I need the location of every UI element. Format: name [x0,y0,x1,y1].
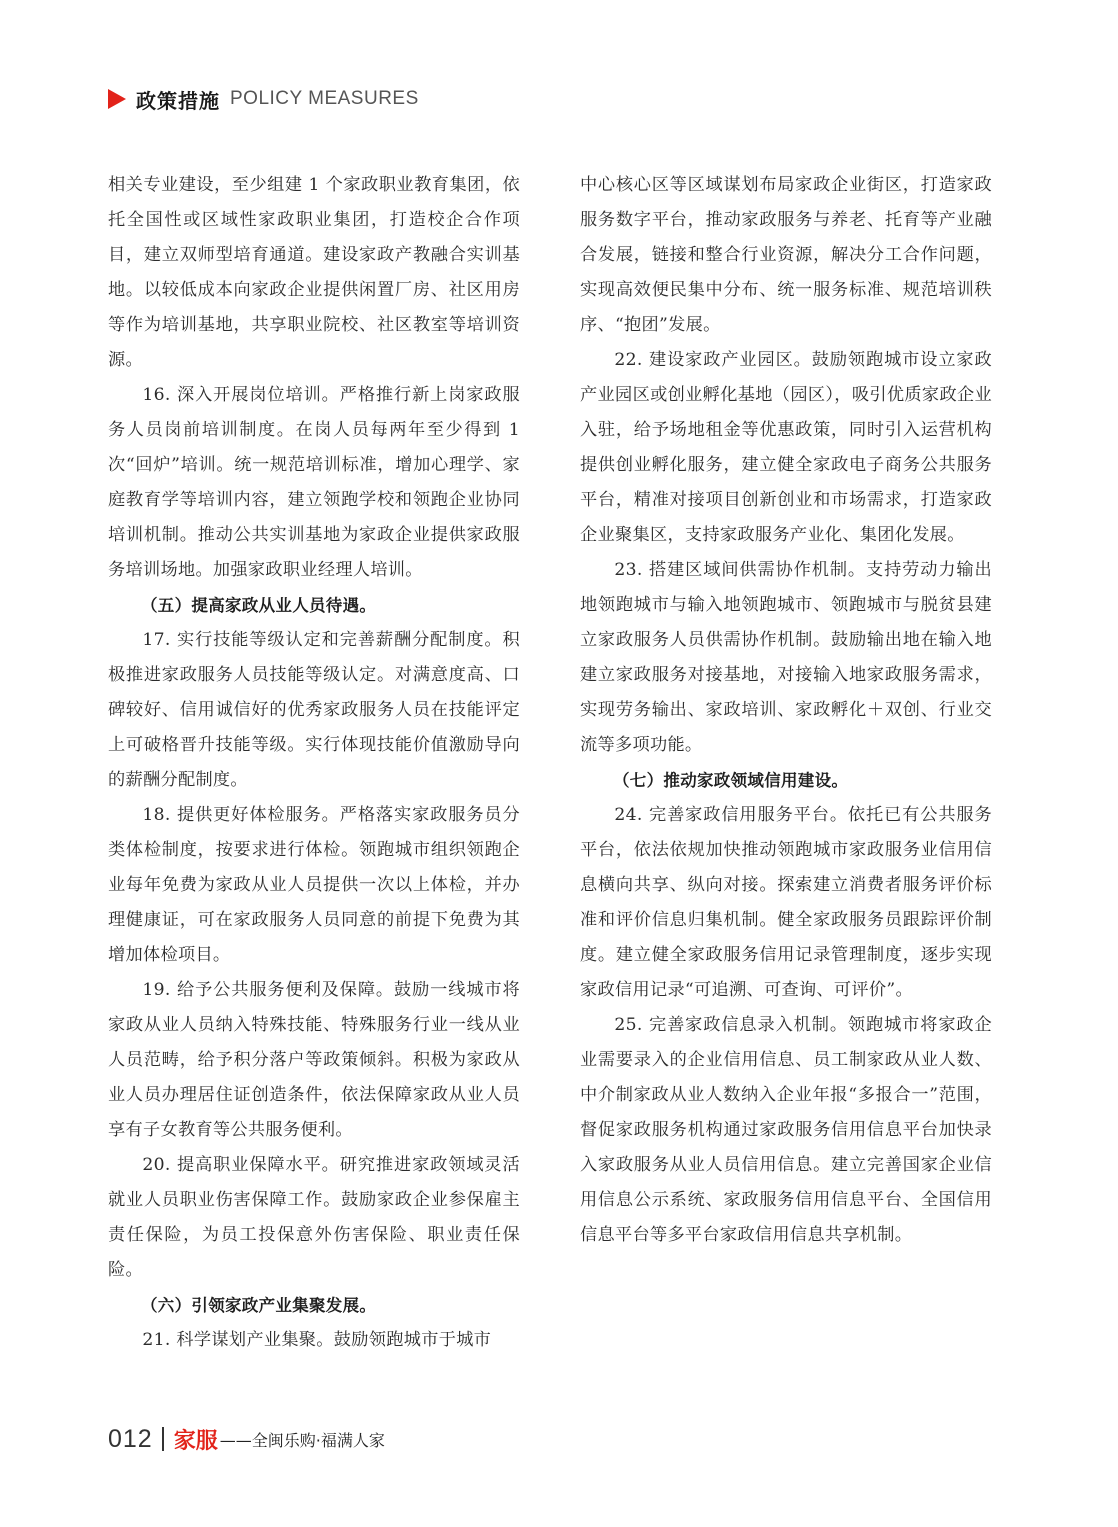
body-paragraph: 20. 提高职业保障水平。研究推进家政领域灵活就业人员职业伤害保障工作。鼓励家政企业参保雇主责任保险，为员工投保意外伤害保险、职业责任保险。 [108,1155,520,1280]
body-paragraph: 23. 搭建区域间供需协作机制。支持劳动力输出地领跑城市与输入地领跑城市、领跑城市与脱贫县建立家政服务人员供需协作机制。鼓励输出地在输入地建立家政服务对接基地，对接输入地家政服务需求，实现劳务输出、家政培训、家政孵化＋双创、行业交流等多项功能。 [580,560,992,755]
magazine-brand: 家服 [173,1428,218,1454]
body-paragraph: 中心核心区等区域谋划布局家政企业街区，打造家政服务数字平台，推动家政服务与养老、托育等产业融合发展，链接和整合行业资源，解决分工合作问题，实现高效便民集中分布、统一服务标准、规范培训秩序、“抱团”发展。 [580,175,992,335]
left-text-column [108,168,520,1358]
body-paragraph: 18. 提供更好体检服务。严格落实家政服务员分类体检制度，按要求进行体检。领跑城市组织领跑企业每年免费为家政从业人员提供一次以上体检，并办理健康证，可在家政服务人员同意的前提下免费为其增加体检项目。 [108,805,520,965]
section-heading: （六）引领家政产业集聚发展。 [141,1296,377,1315]
section-header [108,84,419,114]
body-paragraph: 19. 给予公共服务便利及保障。鼓励一线城市将家政从业人员纳入特殊技能、特殊服务行业一线从业人员范畴，给予积分落户等政策倾斜。积极为家政从业人员办理居住证创造条件，依法保障家政从业人员享有子女教育等公共服务便利。 [108,980,520,1140]
footer-divider [162,1427,164,1451]
body-paragraph: 16. 深入开展岗位培训。严格推行新上岗家政服务人员岗前培训制度。在岗人员每两年至少得到 1 次“回炉”培训。统一规范培训标准，增加心理学、家庭教育学等培训内容，建立领跑学校和领跑企业协同培训机制。推动公共实训基地为家政企业提供家政服务培训场地。加强家政职业经理人培训。 [108,385,520,580]
body-paragraph: 22. 建设家政产业园区。鼓励领跑城市设立家政产业园区或创业孵化基地（园区），吸引优质家政企业入驻，给予场地租金等优惠政策，同时引入运营机构提供创业孵化服务，建立健全家政电子商务公共服务平台，精准对接项目创新创业和市场需求，打造家政企业聚集区，支持家政服务产业化、集团化发展。 [580,350,992,545]
play-triangle-icon [108,89,126,109]
body-paragraph: 相关专业建设，至少组建 1 个家政职业教育集团，依托全国性或区域性家政职业集团，打造校企合作项目，建立双师型培育通道。建设家政产教融合实训基地。以较低成本向家政企业提供闲置厂房、社区用房等作为培训基地，共享职业院校、社区教室等培训资源。 [108,175,520,370]
body-paragraph: 21. 科学谋划产业集聚。鼓励领跑城市于城市 [142,1330,492,1350]
page-number: 012 [108,1424,153,1453]
body-paragraph: 17. 实行技能等级认定和完善薪酬分配制度。积极推进家政服务人员技能等级认定。对满意度高、口碑较好、信用诚信好的优秀家政服务人员在技能评定上可破格晋升技能等级。实行体现技能价值激励导向的薪酬分配制度。 [108,630,520,790]
magazine-slogan: ——全闽乐购·福满人家 [219,1430,385,1450]
body-paragraph: 25. 完善家政信息录入机制。领跑城市将家政企业需要录入的企业信用信息、员工制家政从业人数、中介制家政从业人数纳入企业年报“多报合一”范围，督促家政服务机构通过家政服务信用信息平台加快录入家政服务从业人员信用信息。建立完善国家企业信用信息公示系统、家政服务信用信息平台、全国信用信息平台等多平台家政信用信息共享机制。 [580,1015,992,1245]
body-paragraph: 24. 完善家政信用服务平台。依托已有公共服务平台，依法依规加快推动领跑城市家政服务业信用信息横向共享、纵向对接。探索建立消费者服务评价标准和评价信息归集机制。健全家政服务员跟踪评价制度。建立健全家政服务信用记录管理制度，逐步实现家政信用记录“可追溯、可查询、可评价”。 [580,805,992,1000]
right-text-column [580,168,992,1253]
page-footer [108,1422,385,1456]
section-heading: （七）推动家政领域信用建设。 [613,771,849,790]
section-title-zh: 政策措施 [136,88,220,113]
section-title-en: POLICY MEASURES [230,88,419,109]
section-heading: （五）提高家政从业人员待遇。 [141,596,377,615]
